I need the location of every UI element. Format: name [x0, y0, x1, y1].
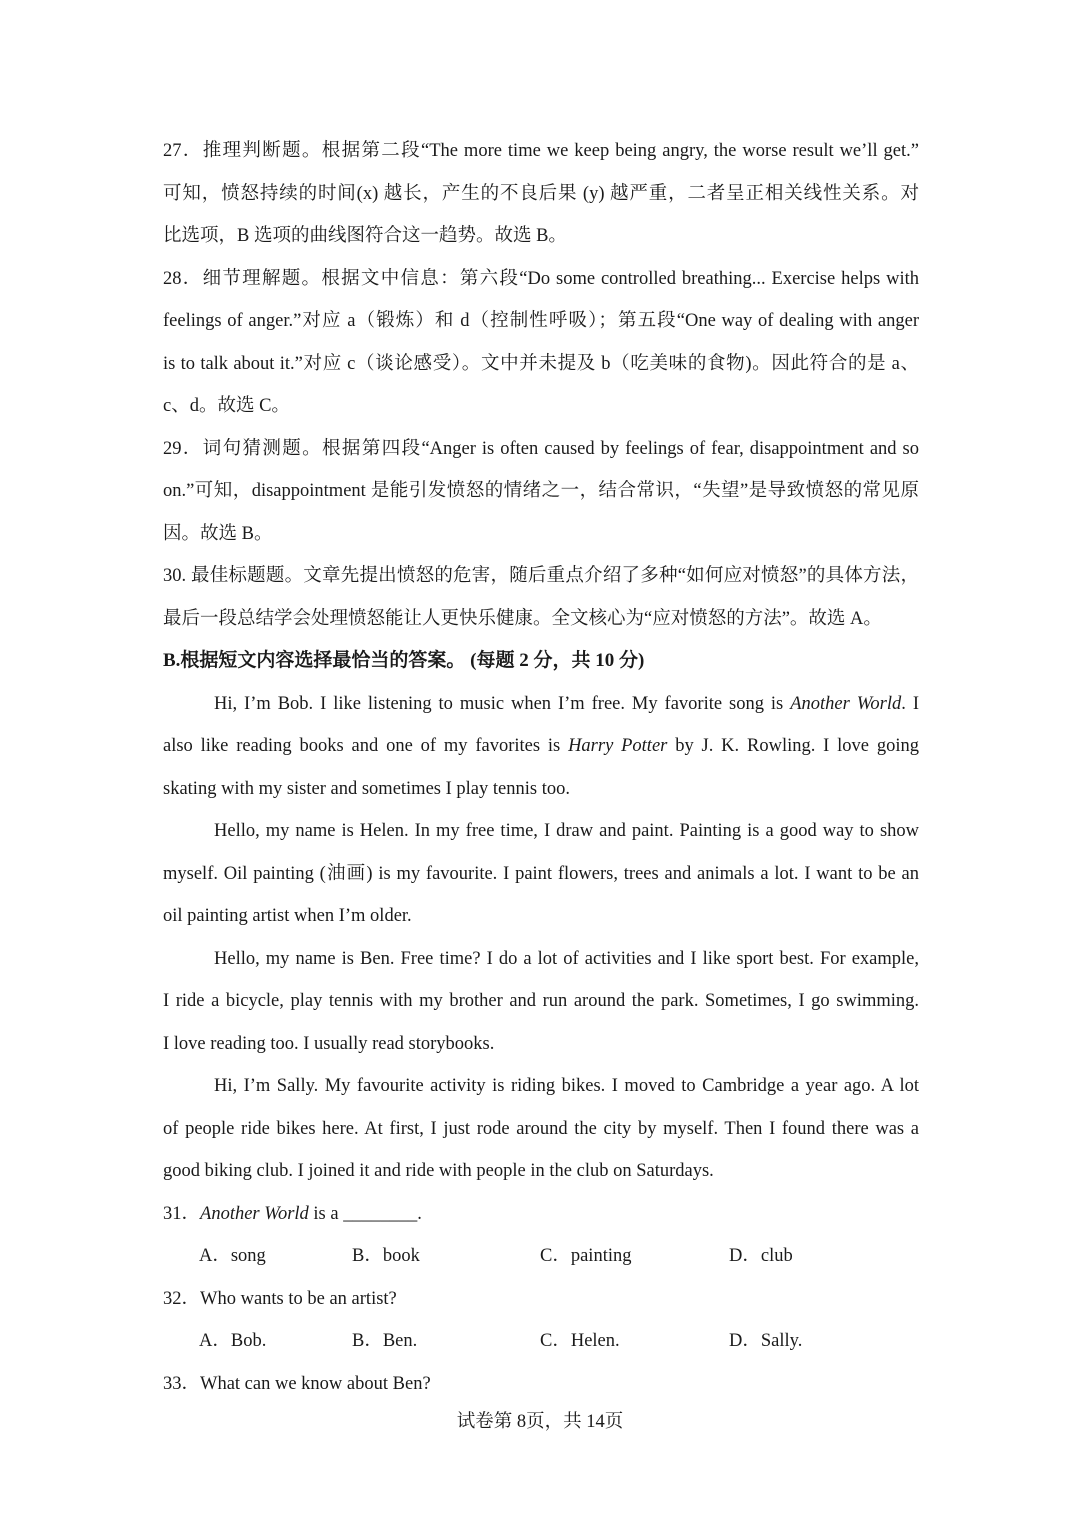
- question-32-options: [163, 1320, 919, 1363]
- page-footer: 试卷第 8页，共 14页: [456, 1412, 624, 1432]
- option-a: A．Bob.: [199, 1331, 267, 1351]
- song-title: Another World: [790, 693, 902, 714]
- text-line: oil painting artist when I’m older.: [163, 906, 412, 926]
- book-title: Harry Potter: [568, 736, 668, 756]
- text-line: I ride a bicycle, play tennis with my brother and run around the park. Sometimes, I go swimming.: [163, 991, 919, 1011]
- option-b: B．book: [352, 1246, 420, 1266]
- text-line: Hello, my name is Helen. In my free time, I draw and paint. Painting is a good way to show: [214, 821, 919, 841]
- text-line: I love reading too. I usually read storybooks.: [163, 1033, 495, 1054]
- text-line: 可知，愤怒持续的时间(x) 越长，产生的不良后果 (y) 越严重，二者呈正相关线性关系。对: [163, 183, 919, 204]
- question-text: is a ________.: [308, 1203, 422, 1224]
- text-line: 30. 最佳标题题。文章先提出愤怒的危害，随后重点介绍了多种“如何应对愤怒”的具体方法，: [163, 566, 919, 586]
- explanation-27: [163, 130, 919, 258]
- explanation-30: [163, 555, 919, 640]
- text-line: good biking club. I joined it and ride with people in the club on Saturdays.: [163, 1161, 714, 1181]
- option-d: D．club: [729, 1246, 793, 1266]
- question-number: 31．: [163, 1203, 201, 1224]
- text-line: is to talk about it.”对应 c（谈论感受）。文中并未提及 b（吃美味的食物)。因此符合的是 a、: [163, 353, 919, 374]
- question-31-options: [163, 1235, 919, 1278]
- option-d: D．Sally.: [729, 1331, 803, 1351]
- passage-sally: [163, 1065, 919, 1193]
- passage-helen: [163, 810, 919, 938]
- text-line: on.”可知，disappointment 是能引发愤怒的情绪之一，结合常识，“失望”是导致愤怒的常见原: [163, 481, 919, 501]
- section-b-heading: B.根据短文内容选择最恰当的答案。 (每题 2 分，共 10 分): [163, 650, 645, 671]
- explanation-28: [163, 258, 919, 428]
- text-line: of people ride bikes here. At first, I just rode around the city by myself. Then I found there was a: [163, 1118, 919, 1139]
- text-line: 比选项，B 选项的曲线图符合这一趋势。故选 B。: [163, 226, 567, 246]
- explanation-29: [163, 428, 919, 556]
- option-c: C．Helen.: [540, 1331, 620, 1351]
- text-line: myself. Oil painting (油画) is my favourite. I paint flowers, trees and animals a lot. I want to be an: [163, 863, 919, 884]
- passage-ben: [163, 938, 919, 1066]
- text-line: c、d。故选 C。: [163, 396, 290, 416]
- option-b: B．Ben.: [352, 1331, 418, 1351]
- text-span: . I: [901, 693, 920, 714]
- text-line: 27．推理判断题。根据第二段“The more time we keep being angry, the worse result we’ll get.”: [163, 141, 919, 161]
- page-content: [163, 130, 919, 1405]
- text-span: by J. K. Rowling. I love going: [667, 736, 919, 756]
- text-line: skating with my sister and sometimes I play tennis too.: [163, 778, 570, 799]
- text-line: 最后一段总结学会处理愤怒能让人更快乐健康。全文核心为“应对愤怒的方法”。故选 A。: [163, 608, 882, 629]
- passage-bob: [163, 683, 919, 811]
- option-a: A．song: [199, 1246, 266, 1266]
- text-line: 29．词句猜测题。根据第四段“Anger is often caused by feelings of fear, disappointment and so: [163, 438, 919, 459]
- text-line: 28．细节理解题。根据文中信息：第六段“Do some controlled breathing... Exercise helps with: [163, 268, 919, 289]
- question-31-stem: [163, 1193, 919, 1236]
- option-c: C．painting: [540, 1246, 632, 1266]
- text-line: feelings of anger.”对应 a（锻炼）和 d（控制性呼吸）；第五段“One way of dealing with anger: [163, 311, 919, 331]
- song-title: Another World: [200, 1203, 309, 1224]
- question-32-stem: 32．Who wants to be an artist?: [163, 1288, 397, 1309]
- question-33-stem: 33．What can we know about Ben?: [163, 1373, 431, 1394]
- text-span: also like reading books and one of my favorites is: [163, 736, 569, 756]
- text-span: Hi, I’m Bob. I like listening to music when I’m free. My favorite song is: [214, 693, 791, 714]
- text-line: Hello, my name is Ben. Free time? I do a lot of activities and I like sport best. For example,: [214, 948, 919, 969]
- text-line: [163, 725, 919, 768]
- text-line: Hi, I’m Sally. My favourite activity is riding bikes. I moved to Cambridge a year ago. A lot: [214, 1076, 919, 1096]
- text-line: [163, 683, 919, 726]
- text-line: 因。故选 B。: [163, 523, 273, 544]
